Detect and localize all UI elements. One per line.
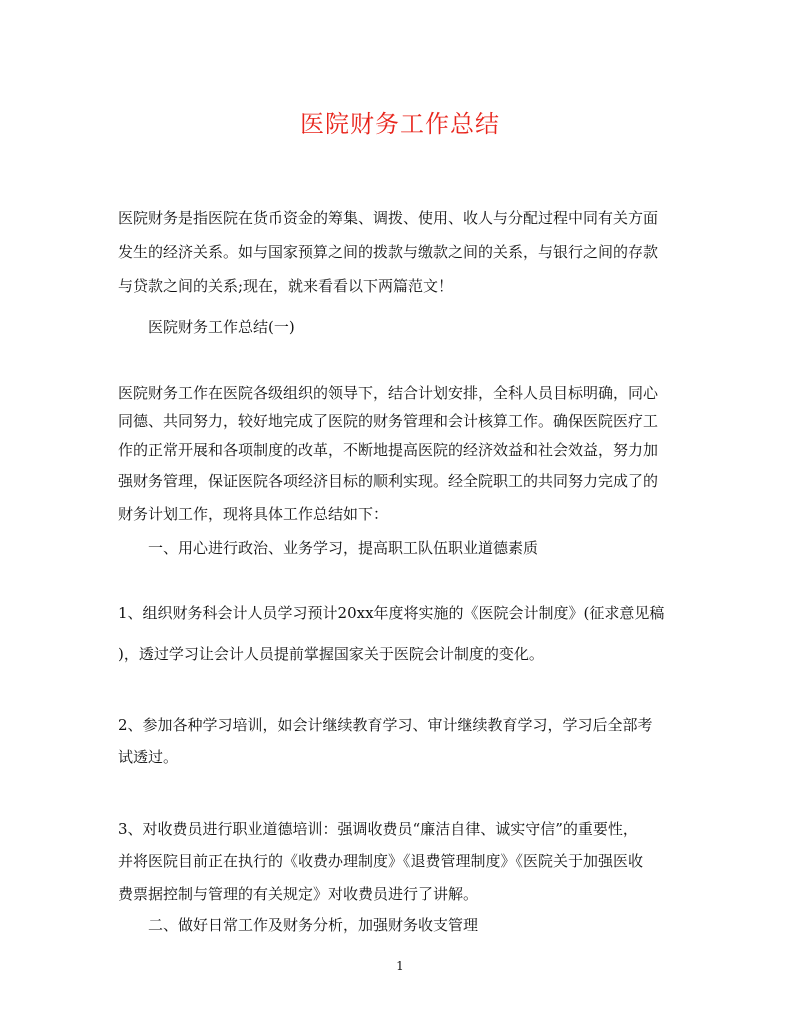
paragraph-line: 作的正常开展和各项制度的改革，不断地提高医院的经济效益和社会效益，努力加: [118, 441, 659, 459]
list-item-line: 并将医院目前正在执行的《收费办理制度》《退费管理制度》《医院关于加强医收: [118, 852, 644, 870]
intro-line: 发生的经济关系。如与国家预算之间的拨款与缴款之间的关系，与银行之间的存款: [118, 243, 659, 261]
paragraph-line: 医院财务工作在医院各级组织的领导下，结合计划安排，全科人员目标明确，同心: [118, 384, 659, 402]
paragraph-line: 强财务管理，保证医院各项经济目标的顺利实现。经全院职工的共同努力完成了的: [118, 472, 659, 490]
list-item-line: 费票据控制与管理的有关规定》对收费员进行了讲解。: [118, 885, 479, 903]
list-item-line: 2、参加各种学习培训，如会计继续教育学习、审计继续教育学习，学习后全部考: [118, 716, 653, 734]
list-item-line: 1、组织财务科会计人员学习预计20xx年度将实施的《医院会计制度》(征求意见稿: [118, 604, 665, 622]
section-heading: 一、用心进行政治、业务学习，提高职工队伍职业道德素质: [148, 539, 539, 557]
list-item-line: 3、对收费员进行职业道德培训：强调收费员“廉洁自律、诚实守信”的重要性，: [118, 820, 638, 838]
paragraph-line: 同德、共同努力，较好地完成了医院的财务管理和会计核算工作。确保医院医疗工: [118, 412, 659, 430]
document-title: 医院财务工作总结: [300, 110, 500, 138]
subtitle-heading: 医院财务工作总结(一): [148, 318, 295, 336]
page-number: 1: [396, 959, 404, 973]
intro-line: 医院财务是指医院在货币资金的筹集、调拨、使用、收人与分配过程中同有关方面: [118, 209, 659, 227]
paragraph-line: 财务计划工作，现将具体工作总结如下：: [118, 505, 389, 523]
list-item-line: 试透过。: [118, 748, 179, 766]
intro-line: 与贷款之间的关系;现在，就来看看以下两篇范文！: [118, 277, 454, 295]
section-heading: 二、做好日常工作及财务分析，加强财务收支管理: [148, 916, 479, 934]
list-item-line: )，透过学习让会计人员提前掌握国家关于医院会计制度的变化。: [118, 645, 544, 663]
